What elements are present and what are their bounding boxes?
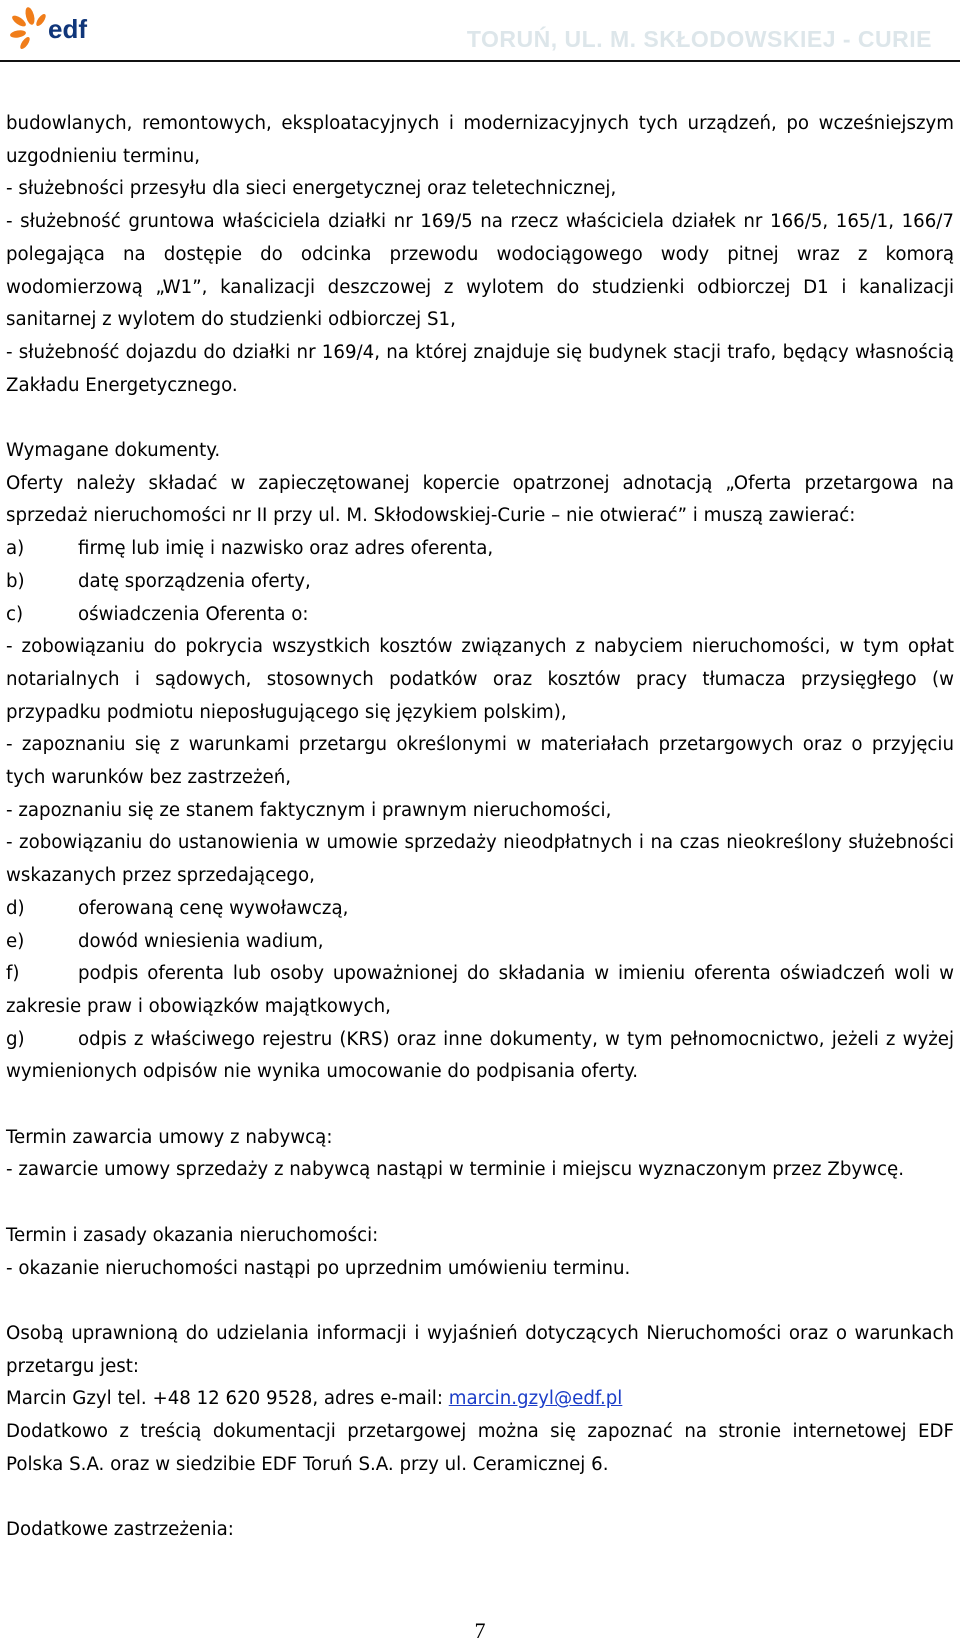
paragraph-access-easement: - służebność dojazdu do działki nr 169/4, na której znajduje się budynek stacji trafo, będący własnością Zakładu Energetycznego. bbox=[6, 341, 954, 396]
contact-line bbox=[6, 1383, 954, 1416]
list-label: g) bbox=[6, 1028, 25, 1050]
header-title: TORUŃ, UL. M. SKŁODOWSKIEJ - CURIE bbox=[466, 26, 932, 52]
extra-info: Dodatkowo z treścią dokumentacji przetargowej można się zapoznać na stronie internetowej EDF Polska S.A. oraz w siedzibie EDF Toruń S.A. przy ul. Ceramicznej 6. bbox=[6, 1421, 954, 1475]
paragraph-transmission-easement: - służebności przesyłu dla sieci energetycznej oraz teletechnicznej, bbox=[6, 178, 617, 200]
document-body bbox=[6, 108, 954, 1547]
list-text: datę sporządzenia oferty, bbox=[78, 570, 311, 592]
list-label: c) bbox=[6, 603, 24, 625]
viewing-text: - okazanie nieruchomości nastąpi po uprzednim umówieniu terminu. bbox=[6, 1257, 631, 1279]
list-item-d bbox=[6, 893, 954, 926]
viewing-heading: Termin i zasady okazania nieruchomości: bbox=[6, 1224, 379, 1246]
list-label: e) bbox=[6, 930, 25, 952]
header-divider bbox=[0, 60, 960, 62]
declaration-costs: - zobowiązaniu do pokrycia wszystkich kosztów związanych z nabyciem nieruchomości, w tym opłat notarialnych i sądowych, stosownych podatków oraz kosztów pracy tłumacza przysięgłego (w przypadku podmiotu nieposługującego się językiem polskim), bbox=[6, 636, 954, 723]
declaration-state: - zapoznaniu się ze stanem faktycznym i prawnym nieruchomości, bbox=[6, 799, 612, 821]
svg-text:edf: edf bbox=[48, 14, 87, 44]
list-item-a bbox=[6, 533, 954, 566]
paragraph-land-easement: - służebność gruntowa właściciela działki nr 169/5 na rzecz właściciela działek nr 166/5, 165/1, 166/7 polegająca na dostępie do odcinka przewodu wodociągowego wody pitnej wraz z komorą wodomierzową „W1”, kanalizacji deszczowej z wylotem do studzienki odbiorczej D1 i kanalizacji sanitarnej z wylotem do studzienki odbiorczej S1, bbox=[6, 211, 954, 331]
declaration-terms: - zapoznaniu się z warunkami przetargu określonymi w materiałach przetargowych oraz o przyjęciu tych warunków bez zastrzeżeń, bbox=[6, 734, 954, 789]
list-label: f) bbox=[6, 963, 20, 985]
list-text: dowód wniesienia wadium, bbox=[78, 930, 324, 952]
page-header bbox=[0, 0, 960, 62]
list-item-c bbox=[6, 599, 954, 632]
required-documents-intro: Oferty należy składać w zapieczętowanej kopercie opatrzonej adnotacją „Oferta przetargowa na sprzedaż nieruchomości nr II przy ul. M. Skłodowskiej-Curie – nie otwierać” i muszą zawierać: bbox=[6, 472, 954, 527]
list-item-e bbox=[6, 926, 954, 959]
contact-details: Marcin Gzyl tel. +48 12 620 9528, adres e-mail: bbox=[6, 1388, 449, 1410]
contract-text: - zawarcie umowy sprzedaży z nabywcą nastąpi w terminie i miejscu wyznaczonym przez Zbywcę. bbox=[6, 1159, 904, 1181]
list-text: oferowaną cenę wywoławczą, bbox=[78, 897, 349, 919]
contract-heading: Termin zawarcia umowy z nabywcą: bbox=[6, 1126, 333, 1148]
list-item-f bbox=[6, 958, 954, 1023]
list-label: a) bbox=[6, 538, 25, 560]
reservations-heading: Dodatkowe zastrzeżenia: bbox=[6, 1519, 234, 1541]
list-item-g bbox=[6, 1024, 954, 1089]
list-item-b bbox=[6, 566, 954, 599]
list-text: odpis z właściwego rejestru (KRS) oraz inne dokumenty, w tym pełnomocnictwo, jeżeli z wyżej wymienionych odpisów nie wynika umocowanie do podpisania oferty. bbox=[6, 1028, 954, 1083]
contact-intro: Osobą uprawnioną do udzielania informacji i wyjaśnień dotyczących Nieruchomości oraz o warunkach przetargu jest: bbox=[6, 1322, 954, 1377]
edf-logo bbox=[8, 4, 118, 54]
declaration-easements: - zobowiązaniu do ustanowienia w umowie sprzedaży nieodpłatnych i na czas nieokreślony służebności wskazanych przez sprzedającego, bbox=[6, 832, 954, 887]
contact-email-link[interactable]: marcin.gzyl@edf.pl bbox=[448, 1388, 623, 1410]
paragraph-construction-works: budowlanych, remontowych, eksploatacyjnych i modernizacyjnych tych urządzeń, po wcześniejszym uzgodnieniu terminu, bbox=[6, 113, 954, 167]
list-text: podpis oferenta lub osoby upoważnionej do składania w imieniu oferenta oświadczeń woli w zakresie praw i obowiązków majątkowych, bbox=[6, 963, 954, 1017]
list-text: firmę lub imię i nazwisko oraz adres oferenta, bbox=[78, 538, 494, 560]
list-text: oświadczenia Oferenta o: bbox=[78, 603, 309, 625]
page-number: 7 bbox=[474, 1618, 486, 1643]
list-label: d) bbox=[6, 897, 25, 919]
required-documents-heading: Wymagane dokumenty. bbox=[6, 440, 221, 462]
list-label: b) bbox=[6, 570, 25, 592]
